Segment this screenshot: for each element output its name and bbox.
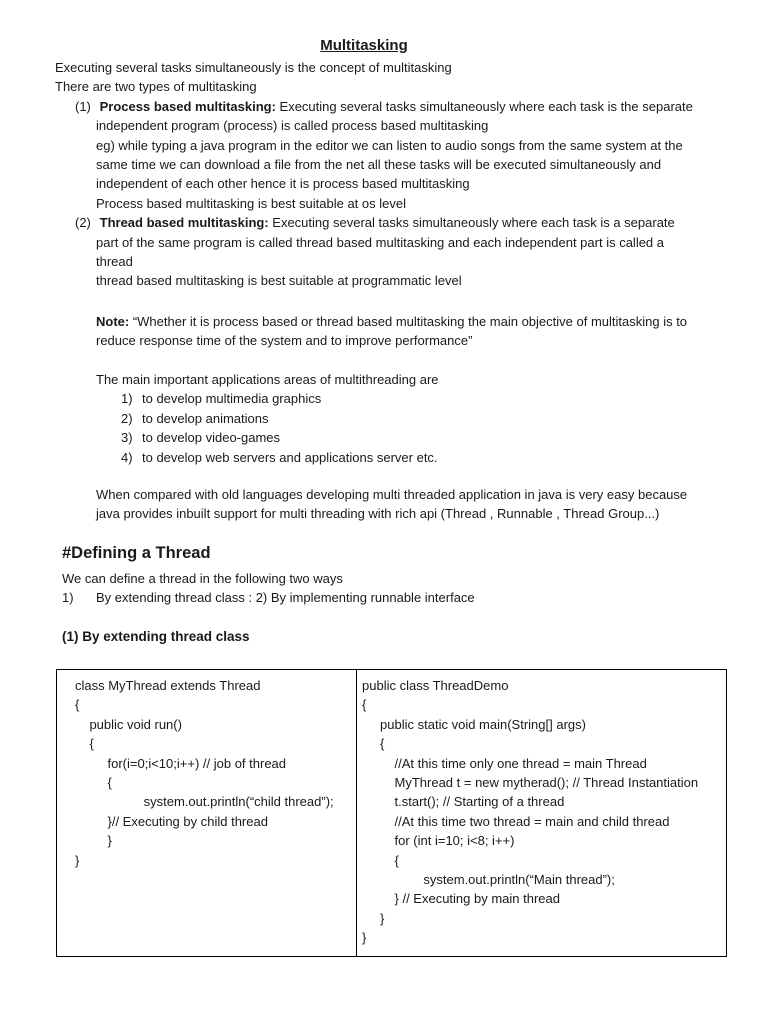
code-line: t.start(); // Starting of a thread xyxy=(362,794,565,810)
list-item: 3) to develop video-games xyxy=(121,430,281,446)
compare-line: java provides inbuilt support for multi threading with rich api (Thread , Runnable , Thread Group...) xyxy=(96,506,660,522)
list-item: 1) to develop multimedia graphics xyxy=(121,391,322,407)
applications-list xyxy=(55,370,745,467)
code-line: //At this time only one thread = main Thread xyxy=(362,755,647,771)
type-2-label: Thread based multitasking: xyxy=(99,215,269,231)
code-line: } xyxy=(75,833,112,849)
type-1-line: independent program (process) is called process based multitasking xyxy=(96,118,489,134)
code-line: { xyxy=(75,775,112,791)
code-line: } xyxy=(362,930,367,946)
code-line: { xyxy=(362,697,367,713)
code-block xyxy=(57,676,356,870)
subsection-heading: (1) By extending thread class xyxy=(62,629,250,644)
code-table xyxy=(56,669,727,957)
code-block xyxy=(357,676,726,948)
type-1-line: independent of each other hence it is process based multitasking xyxy=(96,176,470,192)
compare-line: When compared with old languages developing multi threaded application in java is very easy because xyxy=(96,487,688,502)
type-2-heading xyxy=(55,213,745,232)
code-line: system.out.println(“Main thread”); xyxy=(362,872,615,888)
code-line: { xyxy=(75,697,80,713)
section-ways: 1) By extending thread class : 2) By implementing runnable interface xyxy=(62,590,475,606)
code-line: class MyThread extends Thread xyxy=(75,678,261,693)
type-2-text: Executing several tasks simultaneously where each task is a separate xyxy=(268,215,675,231)
intro-paragraph xyxy=(55,58,745,291)
intro-line: Executing several tasks simultaneously is the concept of multitasking xyxy=(55,60,452,75)
code-line: for(i=0;i<10;i++) // job of thread xyxy=(75,755,287,771)
section-heading: #Defining a Thread xyxy=(62,544,211,562)
section-line: We can define a thread in the following two ways xyxy=(62,571,343,586)
code-line: { xyxy=(362,852,399,868)
type-1-line: eg) while typing a java program in the editor we can listen to audio songs from the same system at the xyxy=(96,137,683,153)
type-1-heading xyxy=(55,97,745,116)
code-line: system.out.println(“child thread”); xyxy=(75,794,334,810)
code-line: public static void main(String[] args) xyxy=(362,716,586,732)
type-1-number: (1) xyxy=(75,98,91,114)
code-line: { xyxy=(362,736,385,752)
type-1-text: Executing several tasks simultaneously where each task is the separate xyxy=(275,98,693,114)
code-line: } xyxy=(75,852,80,868)
code-line: } // Executing by main thread xyxy=(362,891,560,907)
code-line: //At this time two thread = main and child thread xyxy=(362,813,670,829)
code-line: MyThread t = new mytherad(); // Thread Instantiation xyxy=(362,775,699,791)
type-2-line: part of the same program is called thread based multitasking and each independent part is called a xyxy=(96,234,665,250)
code-cell-mythread xyxy=(57,670,357,957)
note-text: “Whether it is process based or thread based multitasking the main objective of multitasking is to xyxy=(129,314,688,329)
code-line: for (int i=10; i<8; i++) xyxy=(362,833,515,849)
code-line: } xyxy=(362,910,385,926)
type-2-line: thread based multitasking is best suitable at programmatic level xyxy=(96,273,462,289)
type-2-number: (2) xyxy=(75,215,91,231)
code-cell-threaddemo xyxy=(357,670,727,957)
code-line: { xyxy=(75,736,94,752)
code-line: public class ThreadDemo xyxy=(362,678,509,693)
code-line: public void run() xyxy=(75,716,182,732)
applications-lead: The main important applications areas of multithreading are xyxy=(96,372,439,387)
section-intro xyxy=(62,569,752,608)
code-line: }// Executing by child thread xyxy=(75,813,268,829)
note-text-line: reduce response time of the system and to improve performance” xyxy=(96,333,473,349)
page-title: Multitasking xyxy=(320,37,408,54)
note-label: Note: xyxy=(96,314,130,329)
type-1-label: Process based multitasking: xyxy=(99,98,276,114)
intro-line: There are two types of multitasking xyxy=(55,79,257,95)
compare-paragraph xyxy=(55,485,745,524)
list-item: 4) to develop web servers and applications server etc. xyxy=(121,449,438,465)
list-item: 2) to develop animations xyxy=(121,410,269,426)
type-1-line: same time we can download a file from the net all these tasks will be executed simultaneously and xyxy=(96,157,662,173)
note-paragraph xyxy=(55,312,745,351)
type-1-line: Process based multitasking is best suitable at os level xyxy=(96,195,406,211)
type-2-line: thread xyxy=(96,254,133,270)
